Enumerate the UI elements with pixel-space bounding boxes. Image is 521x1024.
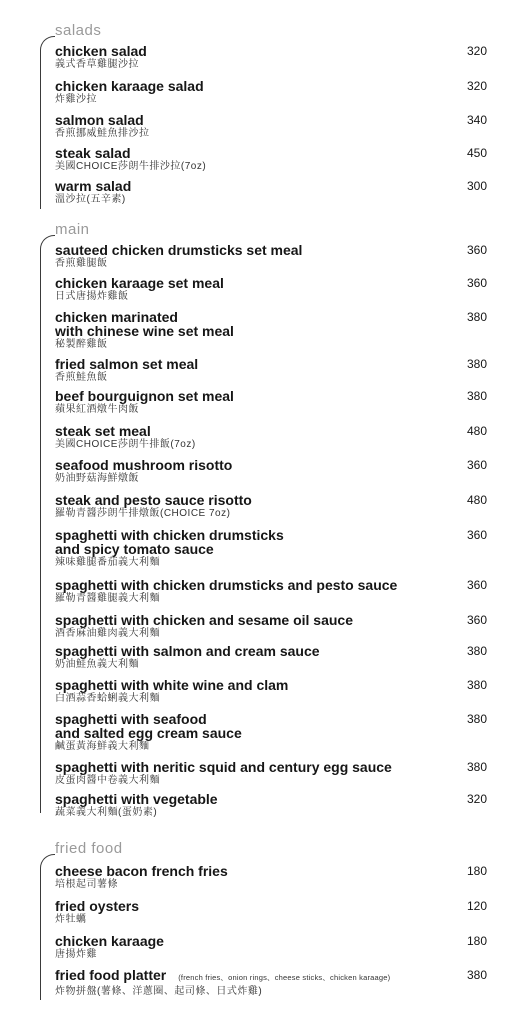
item-name: spaghetti with vegetable [55, 791, 218, 807]
main-bracket [40, 235, 55, 813]
item-chinese-name: 白酒蒜香蛤蜊義大利麵 [55, 693, 160, 704]
item-name: steak set meal [55, 423, 151, 439]
item-name: chicken karaage salad [55, 78, 204, 94]
salads-bracket [40, 36, 55, 209]
item-price: 180 [466, 934, 487, 948]
item-chinese-name: 炸雞沙拉 [55, 94, 97, 105]
menu-item [55, 424, 487, 451]
menu-item [55, 389, 487, 416]
menu-item [55, 968, 487, 998]
item-price: 380 [466, 389, 487, 403]
menu-item [55, 792, 487, 819]
item-name [55, 712, 487, 740]
menu-item [55, 493, 487, 520]
item-name: sauteed chicken drumsticks set meal [55, 242, 303, 258]
item-name-line-1: chicken marinated [55, 309, 178, 325]
fried-food-section-title: fried food [55, 840, 123, 857]
item-chinese-name: 酒香麻油雞肉義大利麵 [55, 628, 160, 639]
item-name: beef bourguignon set meal [55, 388, 234, 404]
salads-section-title: salads [55, 22, 102, 39]
item-price: 300 [466, 179, 487, 193]
menu-item [55, 357, 487, 384]
menu-item [55, 644, 487, 671]
item-chinese-name: 羅勒青醬雞腿義大利麵 [55, 593, 160, 604]
item-price: 480 [466, 424, 487, 438]
item-name: chicken karaage set meal [55, 275, 224, 291]
menu-item [55, 146, 487, 173]
item-price: 360 [466, 276, 487, 290]
item-price: 360 [466, 243, 487, 257]
item-chinese-name: 培根起司薯條 [55, 879, 118, 890]
item-name [55, 968, 487, 985]
menu-item [55, 760, 487, 787]
item-price: 360 [466, 528, 487, 542]
item-price: 450 [466, 146, 487, 160]
item-chinese-name: 蔬菜義大利麵(蛋奶素) [55, 807, 158, 818]
menu-item [55, 243, 487, 270]
item-chinese-name: 辣味雞腿番茄義大利麵 [55, 557, 160, 568]
item-name: warm salad [55, 178, 132, 194]
item-price: 120 [466, 899, 487, 913]
item-name: spaghetti with chicken and sesame oil sauce [55, 612, 353, 628]
item-chinese-name: 香煎挪威鮭魚排沙拉 [55, 128, 150, 139]
item-chinese-name: 唐揚炸雞 [55, 949, 97, 960]
item-name: spaghetti with neritic squid and century egg sauce [55, 759, 392, 775]
menu-item [55, 113, 487, 140]
item-name: steak salad [55, 145, 131, 161]
item-price: 320 [466, 792, 487, 806]
menu-item [55, 899, 487, 926]
item-price: 480 [466, 493, 487, 507]
menu-item [55, 310, 487, 351]
item-name-text: fried food platter [55, 967, 167, 983]
item-price: 180 [466, 864, 487, 878]
item-name: spaghetti with salmon and cream sauce [55, 643, 320, 659]
item-name: fried oysters [55, 898, 140, 914]
item-chinese-name: 香煎鮭魚飯 [55, 372, 108, 383]
item-chinese-name: 義式香草雞腿沙拉 [55, 59, 139, 70]
item-chinese-name: 炸物拼盤(薯條、洋蔥圈、起司條、日式炸雞) [55, 986, 263, 997]
item-price: 380 [466, 357, 487, 371]
item-price: 360 [466, 613, 487, 627]
item-chinese-name: 香煎雞腿飯 [55, 258, 108, 269]
item-price: 360 [466, 578, 487, 592]
item-chinese-name: 奶油野菇海鮮燉飯 [55, 473, 139, 484]
menu-item [55, 458, 487, 485]
item-name [55, 528, 487, 556]
menu-item [55, 528, 487, 569]
menu-item [55, 578, 487, 605]
menu-item [55, 678, 487, 705]
item-name [55, 310, 487, 338]
item-name-line-2: and salted egg cream sauce [55, 725, 242, 741]
item-name: cheese bacon french fries [55, 863, 228, 879]
item-chinese-name: 美國CHOICE莎朗牛排飯(7oz) [55, 439, 196, 450]
menu-item [55, 613, 487, 640]
item-chinese-name: 鹹蛋黃海鮮義大利麵 [55, 741, 150, 752]
item-name-line-1: spaghetti with chicken drumsticks [55, 527, 284, 543]
item-chinese-name: 溫沙拉(五辛素) [55, 194, 126, 205]
item-name: fried salmon set meal [55, 356, 199, 372]
item-name: chicken karaage [55, 933, 164, 949]
item-chinese-name: 皮蛋肉醬中卷義大利麵 [55, 775, 160, 786]
item-name-line-2: with chinese wine set meal [55, 323, 234, 339]
item-name: spaghetti with chicken drumsticks and pesto sauce [55, 577, 398, 593]
item-name: salmon salad [55, 112, 144, 128]
menu-item [55, 179, 487, 206]
menu-item [55, 864, 487, 891]
item-chinese-name: 蘋果紅酒燉牛肉飯 [55, 404, 139, 415]
item-name-line-1: spaghetti with seafood [55, 711, 207, 727]
menu-item [55, 79, 487, 106]
item-name: seafood mushroom risotto [55, 457, 233, 473]
item-chinese-name: 秘製醉雞飯 [55, 339, 108, 350]
item-price: 380 [466, 310, 487, 324]
item-price: 320 [466, 44, 487, 58]
item-price: 380 [466, 644, 487, 658]
item-name-line-2: and spicy tomato sauce [55, 541, 214, 557]
menu-item [55, 44, 487, 71]
item-name: spaghetti with white wine and clam [55, 677, 289, 693]
item-price: 380 [466, 712, 487, 726]
menu-item [55, 934, 487, 961]
item-price: 380 [466, 678, 487, 692]
item-note: (french fries、onion rings、cheese sticks、chicken karaage) [178, 973, 391, 982]
item-name: steak and pesto sauce risotto [55, 492, 252, 508]
main-section-title: main [55, 221, 90, 238]
menu-item [55, 276, 487, 303]
item-price: 360 [466, 458, 487, 472]
menu-item [55, 712, 487, 753]
item-price: 320 [466, 79, 487, 93]
item-chinese-name: 奶油鮭魚義大利麵 [55, 659, 139, 670]
item-name: chicken salad [55, 43, 147, 59]
item-price: 340 [466, 113, 487, 127]
item-price: 380 [466, 968, 487, 982]
item-chinese-name: 炸牡蠣 [55, 914, 87, 925]
item-chinese-name: 羅勒青醬莎朗牛排燉飯(CHOICE 7oz) [55, 508, 231, 519]
item-chinese-name: 日式唐揚炸雞飯 [55, 291, 129, 302]
fried-food-bracket [40, 854, 55, 1000]
item-chinese-name: 美國CHOICE莎朗牛排沙拉(7oz) [55, 161, 207, 172]
item-price: 380 [466, 760, 487, 774]
